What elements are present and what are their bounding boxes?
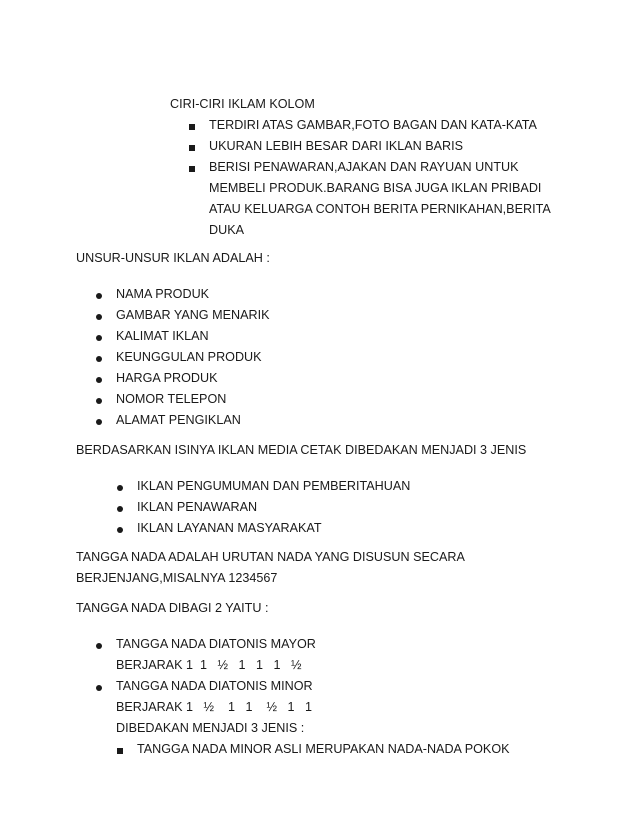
bullet-icon [96, 356, 102, 362]
jenis-heading: BERDASARKAN ISINYA IKLAN MEDIA CETAK DIBEDAKAN MENJADI 3 JENIS [76, 443, 527, 457]
unsur-item: NAMA PRODUK [116, 287, 210, 301]
tangga-sub-item: TANGGA NADA MINOR ASLI MERUPAKAN NADA-NADA POKOK [137, 742, 510, 756]
bullet-icon [96, 643, 102, 649]
bullet-icon [96, 293, 102, 299]
bullet-icon [117, 485, 123, 491]
bullet-icon [96, 377, 102, 383]
bullet-icon [96, 398, 102, 404]
ciri-item-continuation: ATAU KELUARGA CONTOH BERITA PERNIKAHAN,BERITA [209, 202, 551, 216]
unsur-item: HARGA PRODUK [116, 371, 218, 385]
bullet-icon [117, 506, 123, 512]
unsur-heading: UNSUR-UNSUR IKLAN ADALAH : [76, 251, 270, 265]
square-bullet-icon [189, 145, 195, 151]
ciri-item: BERISI PENAWARAN,AJAKAN DAN RAYUAN UNTUK [209, 160, 519, 174]
ciri-title: CIRI-CIRI IKLAM KOLOM [170, 97, 315, 111]
ciri-item-continuation: DUKA [209, 223, 244, 237]
unsur-item: KEUNGGULAN PRODUK [116, 350, 262, 364]
unsur-item: NOMOR TELEPON [116, 392, 227, 406]
tangga-minor-label: TANGGA NADA DIATONIS MINOR [116, 679, 313, 693]
square-bullet-icon [117, 748, 123, 754]
tangga-minor-note: DIBEDAKAN MENJADI 3 JENIS : [116, 721, 305, 735]
square-bullet-icon [189, 124, 195, 130]
tangga-definition: BERJENJANG,MISALNYA 1234567 [76, 571, 278, 585]
bullet-icon [96, 314, 102, 320]
unsur-item: KALIMAT IKLAN [116, 329, 209, 343]
bullet-icon [96, 685, 102, 691]
jenis-item: IKLAN PENGUMUMAN DAN PEMBERITAHUAN [137, 479, 411, 493]
unsur-item: GAMBAR YANG MENARIK [116, 308, 270, 322]
bullet-icon [96, 419, 102, 425]
jenis-item: IKLAN LAYANAN MASYARAKAT [137, 521, 322, 535]
ciri-item: TERDIRI ATAS GAMBAR,FOTO BAGAN DAN KATA-KATA [209, 118, 537, 132]
ciri-item: UKURAN LEBIH BESAR DARI IKLAN BARIS [209, 139, 464, 153]
tangga-mayor-label: TANGGA NADA DIATONIS MAYOR [116, 637, 316, 651]
tangga-minor-interval: BERJARAK 1 ½ 1 1 ½ 1 1 [116, 700, 312, 714]
tangga-mayor-interval: BERJARAK 1 1 ½ 1 1 1 ½ [116, 658, 302, 672]
bullet-icon [117, 527, 123, 533]
ciri-item-continuation: MEMBELI PRODUK.BARANG BISA JUGA IKLAN PRIBADI [209, 181, 542, 195]
bullet-icon [96, 335, 102, 341]
tangga-definition: TANGGA NADA ADALAH URUTAN NADA YANG DISUSUN SECARA [76, 550, 465, 564]
tangga-divided: TANGGA NADA DIBAGI 2 YAITU : [76, 601, 269, 615]
square-bullet-icon [189, 166, 195, 172]
unsur-item: ALAMAT PENGIKLAN [116, 413, 241, 427]
jenis-item: IKLAN PENAWARAN [137, 500, 258, 514]
